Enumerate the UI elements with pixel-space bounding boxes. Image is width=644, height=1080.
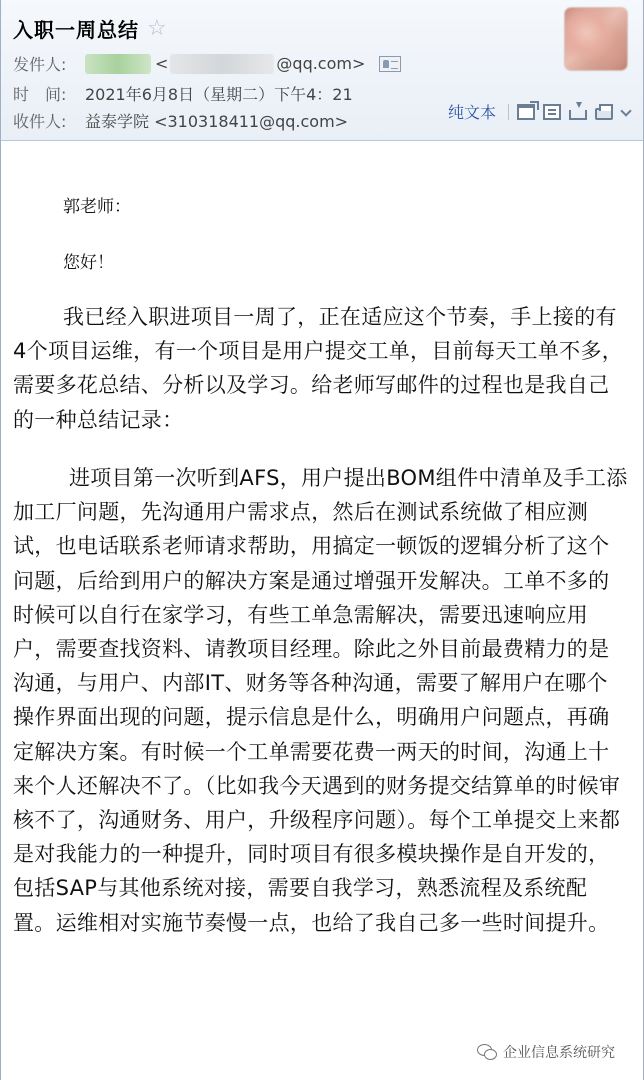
sender-email-open: < — [155, 54, 169, 73]
watermark — [477, 1042, 615, 1062]
contact-card-icon[interactable] — [379, 56, 401, 72]
sender-row — [13, 52, 401, 75]
new-window-icon[interactable] — [517, 104, 535, 120]
toolbar-divider — [508, 104, 509, 120]
time-value: 2021年6月8日（星期二）下午4：21 — [85, 85, 353, 104]
email-subject: 入职一周总结 — [13, 18, 139, 42]
paragraph-intro: 我已经入职进项目一周了，正在适应这个节奏，手上接的有4个项目运维，有一个项目是用户提交工单，目前每天工单不多，需要多花总结、分析以及学习。给老师写邮件的过程也是我自己的一种总结记录： — [13, 305, 624, 432]
plain-text-link[interactable]: 纯文本 — [447, 103, 496, 122]
watermark-text: 企业信息系统研究 — [503, 1045, 615, 1061]
recipient-row — [13, 109, 348, 132]
avatar[interactable] — [565, 8, 627, 70]
recipient-value[interactable]: 益泰学院 <310318411@qq.com> — [85, 112, 349, 131]
time-label: 时 间: — [13, 85, 67, 104]
email-toolbar — [448, 100, 631, 123]
wechat-icon — [477, 1044, 497, 1060]
time-row — [13, 82, 353, 105]
paragraph-details: 进项目第一次听到AFS，用户提出BOM组件中清单及手工添加工厂问题，先沟通用户需求点，然后在测试系统做了相应测试，也电话联系老师请求帮助，用搞定一顿饭的逻辑分析了这个问题，后给到用户的解决方案是通过增强开发解决。工单不多的时候可以自行在家学习，有些工单急需解决，需要迅速响应用户，需要查找资料、请教项目经理。除此之外目前最费精力的是沟通，与用户、内部IT、财务等各种沟通，需要了解用户在哪个操作界面出现的问题，提示信息是什么，明确用户问题点，再确定解决方案。有时候一个工单需要花费一两天的时间，沟通上十来个人还解决不了。（比如我今天遇到的财务提交结算单的时候审核不了，沟通财务、用户，升级程序问题）。每个工单提交上来都是对我能力的一种提升，同时项目有很多模块操作是自开发的，包括SAP与其他系统对接，需要自我学习，熟悉流程及系统配置。运维相对实施节奏慢一点，也给了我自己多一些时间提升。 — [13, 466, 628, 935]
salutation: 郭老师： — [63, 197, 131, 217]
subject-row — [13, 14, 167, 43]
greeting: 您好！ — [63, 253, 114, 273]
copy-icon[interactable] — [543, 104, 561, 120]
email-body — [13, 140, 631, 1080]
sender-email-redacted — [170, 54, 274, 74]
download-icon[interactable] — [569, 110, 587, 120]
sender-label: 发件人: — [13, 55, 67, 74]
sender-email-domain[interactable]: @qq.com> — [276, 54, 366, 73]
email-header — [1, 0, 643, 141]
sender-name-redacted — [85, 54, 151, 74]
print-icon[interactable] — [595, 108, 613, 120]
chevron-down-icon[interactable] — [621, 107, 631, 117]
recipient-label: 收件人: — [13, 112, 67, 131]
star-icon[interactable]: ☆ — [147, 15, 167, 41]
